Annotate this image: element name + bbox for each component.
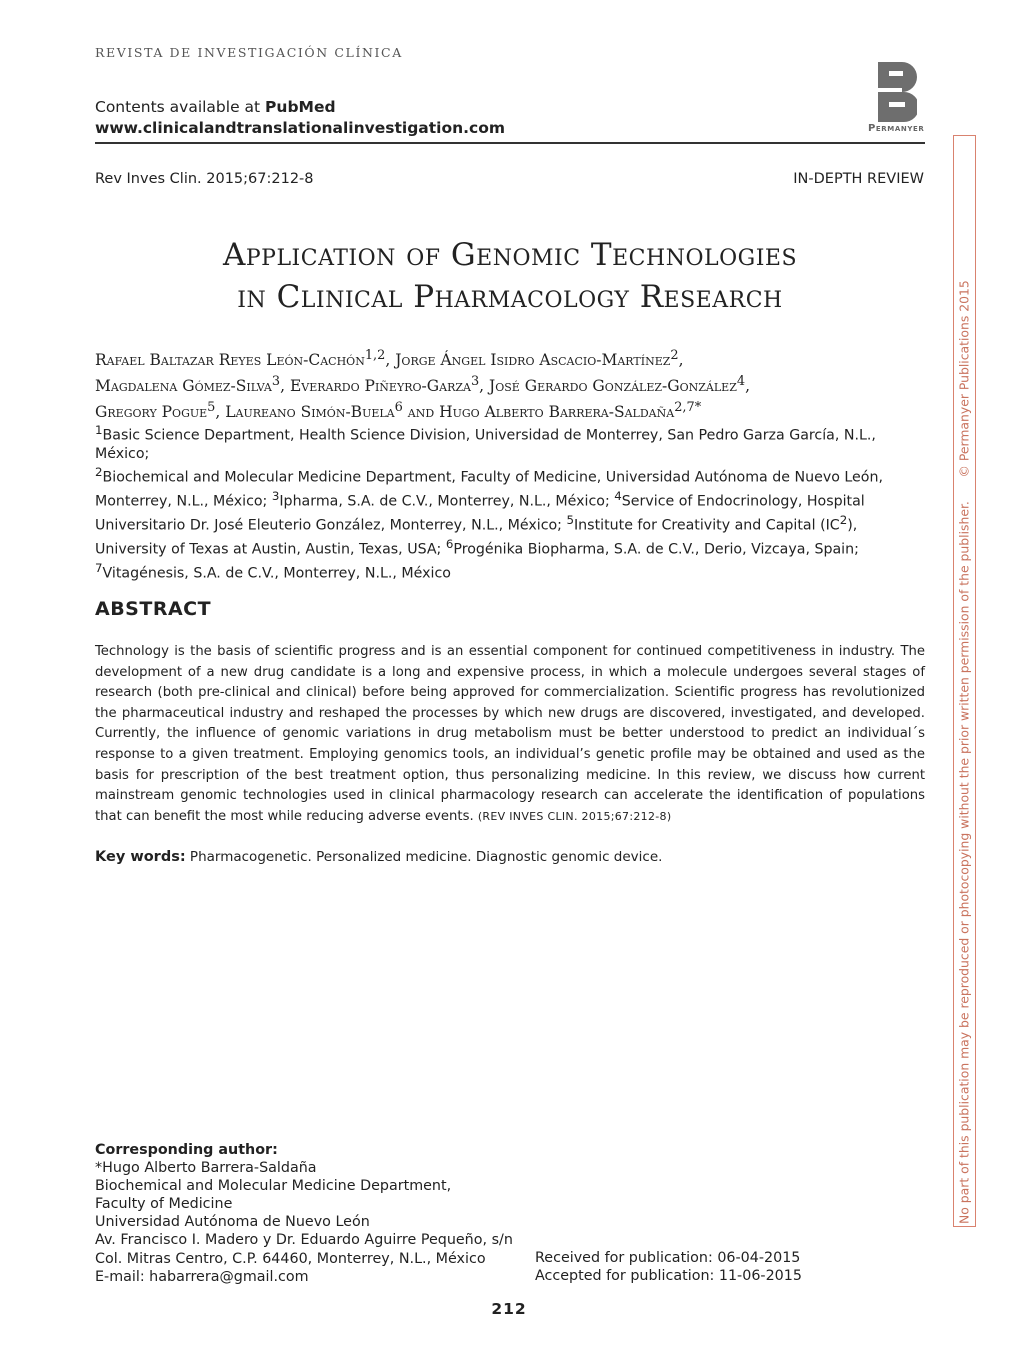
abstract-citation: (REV INVES CLIN. 2015;67:212-8) — [477, 809, 672, 823]
author-name: , Everardo Piñeyro-Garza — [280, 377, 471, 396]
header-rule — [95, 142, 925, 144]
corresponding-author-address-line: Biochemical and Molecular Medicine Department, — [95, 1178, 452, 1195]
article-title — [95, 234, 925, 318]
affiliation-mark: 1 — [95, 423, 103, 437]
affiliation-mark: 2 — [95, 465, 103, 480]
author-affiliation-mark: 5 — [207, 400, 216, 416]
journal-website-link[interactable]: www.clinicalandtranslationalinvestigation.com — [95, 119, 506, 137]
contents-block — [95, 97, 505, 139]
author-affiliation-mark: 3 — [271, 374, 281, 390]
permanyer-logo-icon — [875, 62, 917, 122]
title-line-1: Application of Genomic Technologies — [222, 237, 798, 273]
pubmed-link[interactable]: PubMed — [265, 98, 336, 116]
accepted-date: Accepted for publication: 11-06-2015 — [535, 1268, 802, 1285]
contents-line — [95, 97, 505, 118]
keywords-label: Key words: — [95, 849, 186, 865]
author-name: , José Gerardo González-González — [479, 377, 737, 396]
author-list — [95, 345, 925, 423]
keywords — [95, 849, 662, 865]
corresponding-author-name: *Hugo Alberto Barrera-Saldaña — [95, 1160, 317, 1177]
author-name: and Hugo Alberto Barrera-Saldaña — [402, 403, 675, 422]
author-name: Gregory Pogue — [95, 403, 208, 422]
author-name: , Laureano Simón-Buela — [215, 403, 395, 422]
affiliation-mark: 2 — [839, 513, 848, 528]
corresponding-author-address-line: Col. Mitras Centro, C.P. 64460, Monterrey, N.L., México — [95, 1250, 486, 1267]
contents-prefix: Contents available at — [95, 98, 266, 116]
affiliation-mark: 3 — [271, 489, 280, 504]
copyright-notice: © Permanyer Publications 2015 — [956, 280, 972, 478]
author-affiliation-mark: 4 — [736, 374, 746, 390]
affiliation-text: ), University of Texas at Austin, Austin, Texas, USA; — [95, 517, 858, 558]
author-separator: , — [745, 377, 750, 396]
affiliation-mark: 4 — [614, 489, 622, 504]
publisher-logo-text: Permanyer — [868, 123, 925, 134]
affiliation-text: Biochemical and Molecular Medicine Department, Faculty of Medicine, Universidad Autónoma de Nuevo León, Monterrey, N.L., México; — [95, 469, 883, 510]
article-citation: Rev Inves Clin. 2015;67:212-8 — [95, 171, 314, 187]
affiliation-mark: 7 — [95, 560, 103, 575]
article-section-type: IN-DEPTH REVIEW — [793, 171, 924, 187]
journal-name: REVISTA DE INVESTIGACIÓN CLÍNICA — [95, 45, 403, 60]
author-separator: , — [678, 351, 684, 370]
author-affiliation-mark: 6 — [394, 400, 403, 416]
author-line-2 — [95, 371, 925, 397]
corresponding-author-label: Corresponding author: — [95, 1142, 278, 1158]
author-name: Rafael Baltazar Reyes León-Cachón — [95, 351, 365, 370]
author-affiliation-mark: 3 — [470, 374, 480, 390]
affiliation-mark: 5 — [566, 513, 574, 528]
corresponding-author-address-line: Universidad Autónoma de Nuevo León — [95, 1214, 370, 1231]
page-number: 212 — [491, 1300, 527, 1318]
received-date: Received for publication: 06-04-2015 — [535, 1250, 801, 1266]
corresponding-author-address-line: Faculty of Medicine — [95, 1196, 233, 1213]
author-line-1 — [95, 345, 925, 371]
keywords-text: Pharmacogenetic. Personalized medicine. Diagnostic genomic device. — [185, 849, 663, 865]
publisher-logo — [868, 62, 924, 134]
corresponding-author-email[interactable]: E-mail: habarrera@gmail.com — [95, 1268, 309, 1285]
publication-dates — [535, 1249, 802, 1285]
affiliation-text: Vitagénesis, S.A. de C.V., Monterrey, N.L., México — [102, 565, 451, 582]
author-affiliation-mark: 2 — [670, 348, 679, 363]
title-line-2: in Clinical Pharmacology Research — [237, 279, 783, 315]
corresponding-author — [95, 1141, 513, 1286]
affiliation-text: Service of Endocrinology, Hospital Universitario Dr. José Eleuterio González, Monterrey, N.L., México; — [95, 493, 865, 534]
copyright-text — [957, 138, 972, 1224]
abstract-text: Technology is the basis of scientific progress and is an essential component for continued competitiveness in industry. The development of a new drug candidate is a long and expensive process, in which a molecule undergoes several stages of research (both pre-clinical and clinical) before being approved for commercialization. Scientific progress has revolutionized the pharmaceutical industry and reshaped the processes by which new drugs are discovered, investigated, and developed. Currently, the influence of genomic variations in drug metabolism must be better understood to predict an individual´s response to a given treatment. Employing genomics tools, an individual’s genetic profile may be obtained and used as the basis for prescription of the best treatment option, thus personalizing medicine. In this review, we discuss how current mainstream genomic technologies used in clinical pharmacology research can accelerate the identification of populations that can benefit the most while reducing adverse events. — [95, 644, 925, 824]
abstract-heading: ABSTRACT — [95, 598, 212, 620]
corresponding-author-address-line: Av. Francisco I. Madero y Dr. Eduardo Aguirre Pequeño, s/n — [95, 1232, 513, 1249]
author-affiliation-mark: 2,7* — [674, 400, 702, 416]
affiliation-text: Institute for Creativity and Capital (IC — [574, 517, 840, 534]
affiliations — [95, 421, 925, 583]
affiliation-text: Ipharma, S.A. de C.V., Monterrey, N.L., México; — [279, 493, 615, 510]
copyright-sidebar — [953, 135, 976, 1227]
copyright-statement: No part of this publication may be reproduced or photocopying without the prior written permission of the publisher. — [956, 501, 972, 1224]
author-name: , Jorge Ángel Isidro Ascacio-Martínez — [385, 351, 671, 370]
affiliation-text: Basic Science Department, Health Science Division, Universidad de Monterrey, San Pedro Garza García, N.L., México; — [95, 427, 876, 462]
affiliation-text: Progénika Biopharma, S.A. de C.V., Derio, Vizcaya, Spain; — [453, 541, 859, 558]
author-affiliation-mark: 1,2 — [364, 348, 386, 363]
author-name: Magdalena Gómez-Silva — [95, 377, 272, 396]
author-line-3 — [95, 397, 925, 423]
affiliation-mark: 6 — [445, 536, 454, 551]
abstract-body — [95, 642, 925, 827]
